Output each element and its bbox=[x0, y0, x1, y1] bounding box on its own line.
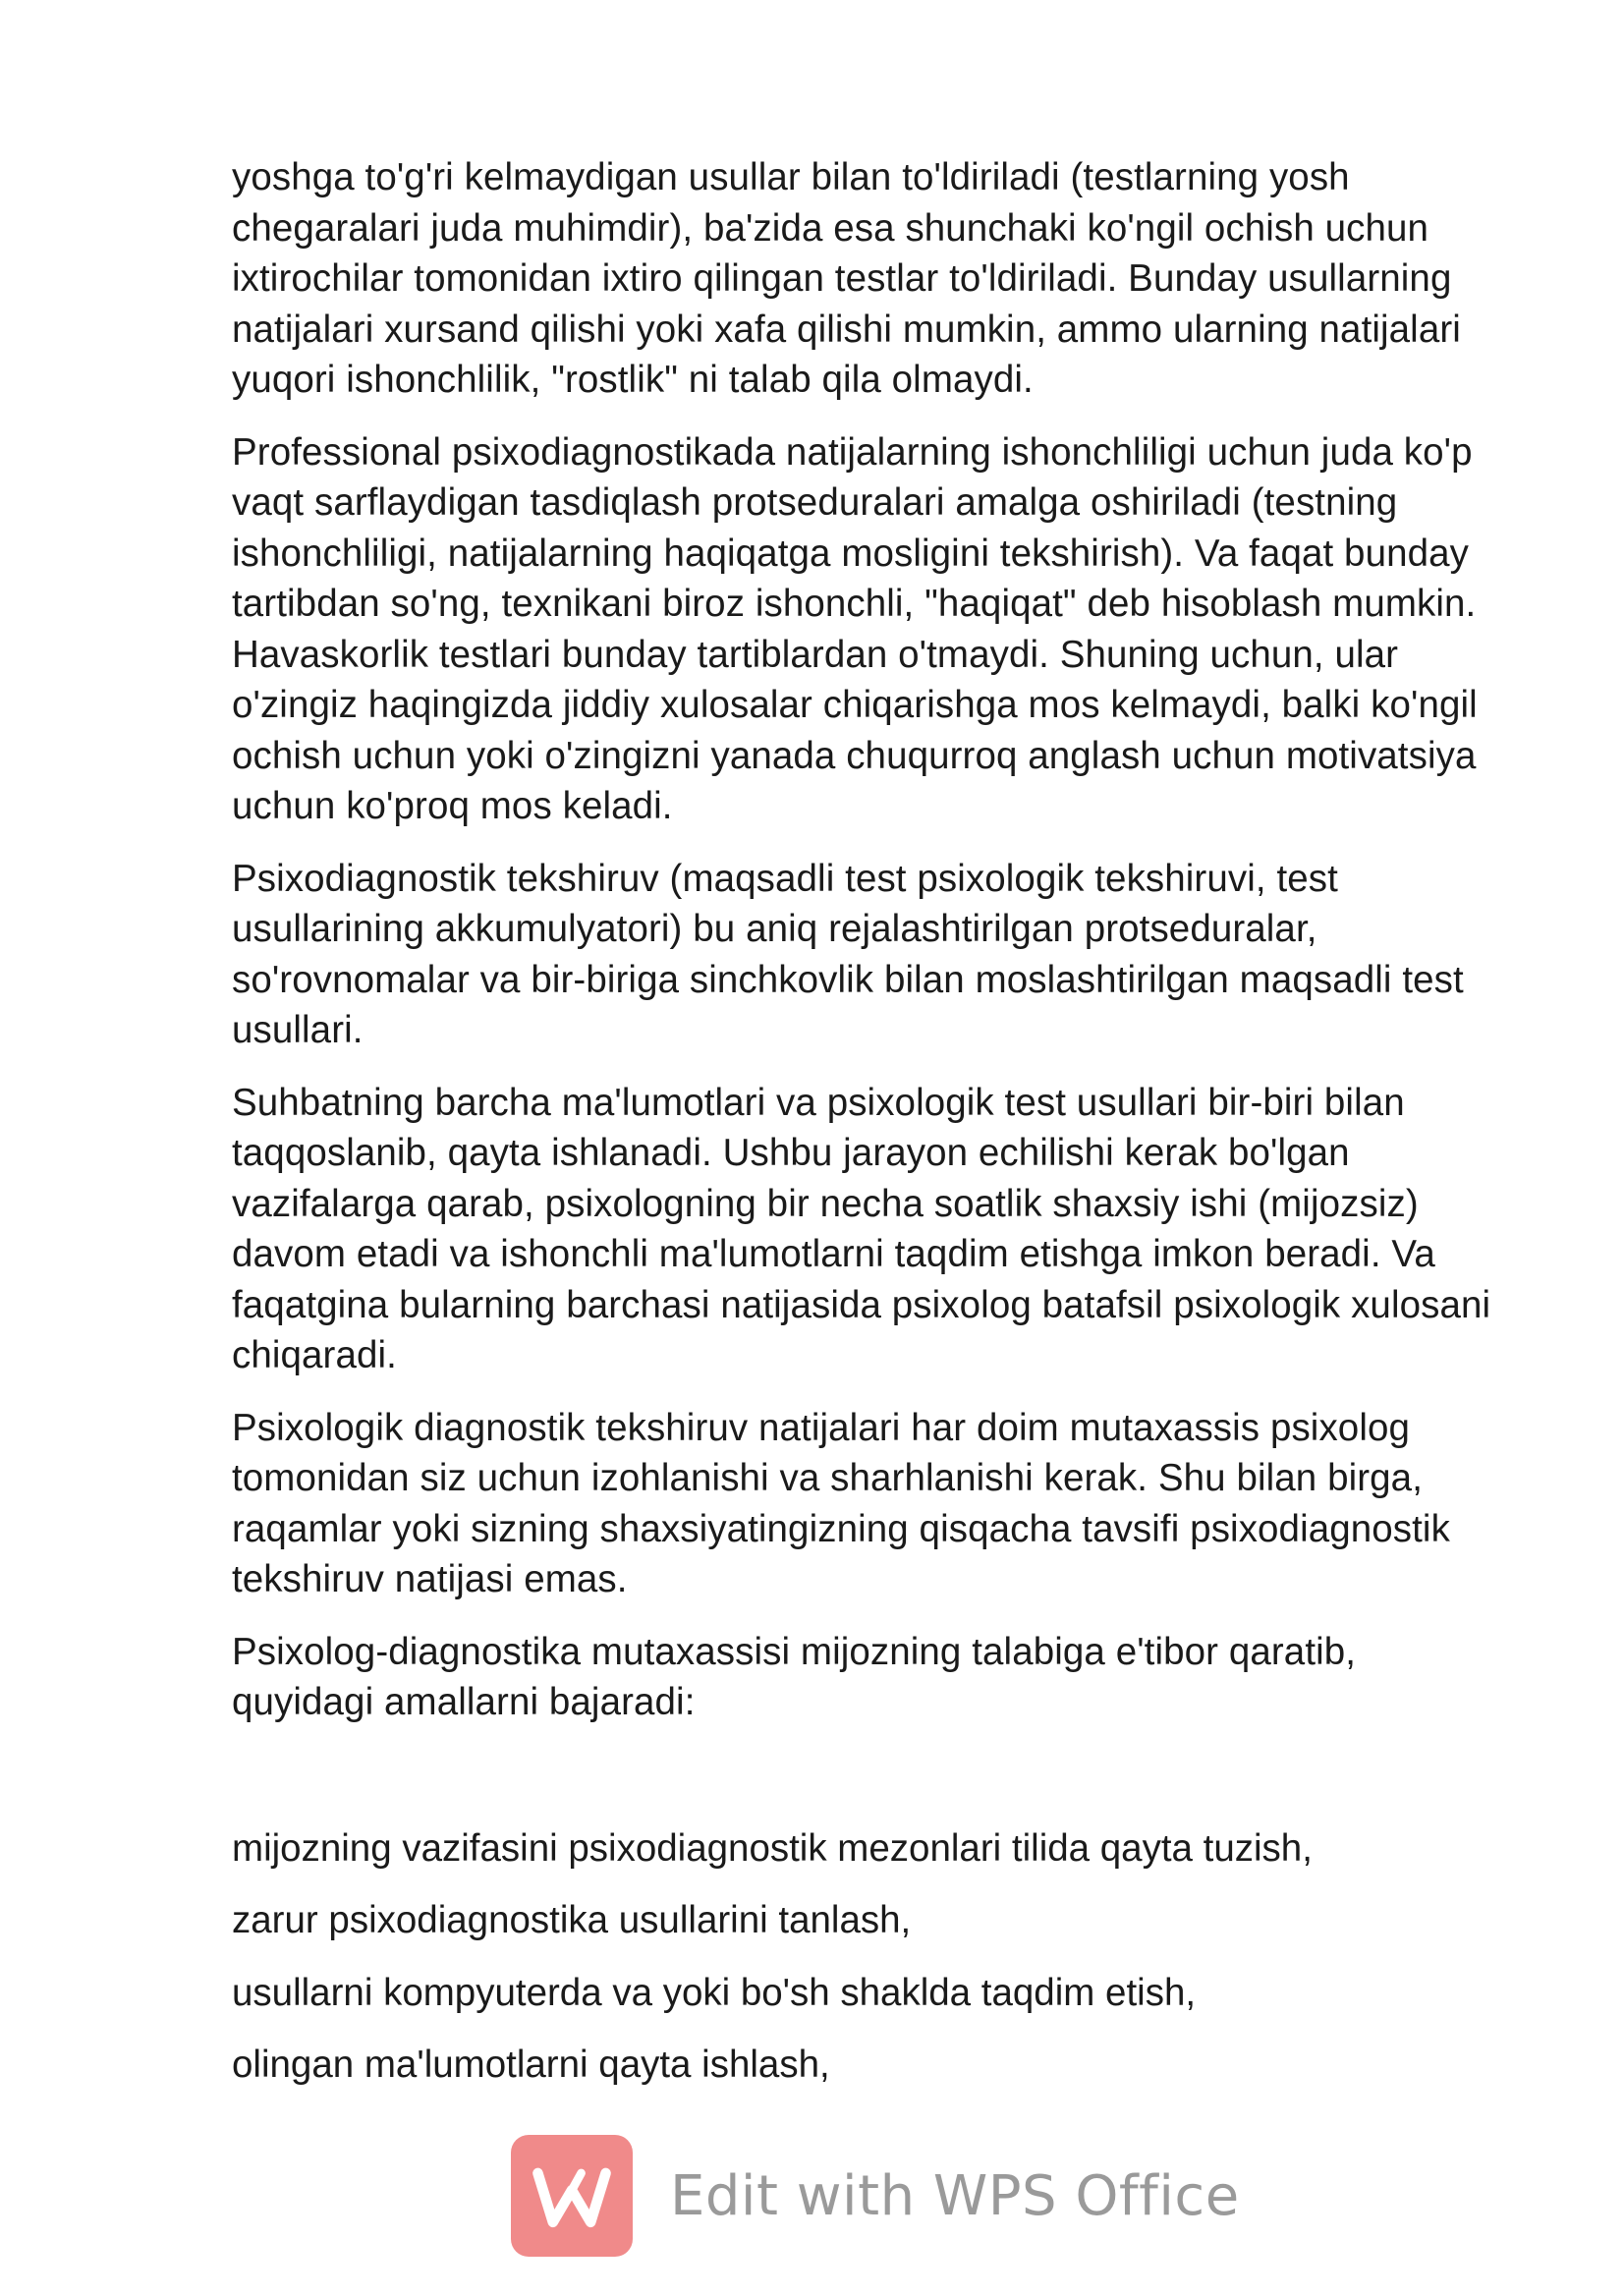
list-item: zarur psixodiagnostika usullarini tanlash, bbox=[232, 1899, 912, 1941]
blank-line bbox=[232, 1750, 1499, 1823]
list-item: olingan ma'lumotlarni qayta ishlash, bbox=[232, 2044, 830, 2086]
paragraph-6: Psixolog-diagnostika mutaxassisi mijozning talabiga e'tibor qaratib, quyidagi amallarni bajaradi: bbox=[232, 1630, 1357, 1723]
paragraph-5: Psixologik diagnostik tekshiruv natijalari har doim mutaxassis psixolog tomonidan siz uchun izohlanishi va sharhlanishi kerak. Shu bilan birga, raqamlar yoki sizning shaxsiyatingizning qisqacha tavsifi psixodiagnostik tekshiruv natijasi emas. bbox=[232, 1406, 1450, 1600]
wps-logo-icon bbox=[511, 2135, 633, 2257]
document-page bbox=[232, 152, 1499, 2112]
paragraph-3: Psixodiagnostik tekshiruv (maqsadli test psixologik tekshiruvi, test usullarining akkumulyatori) bu aniq rejalashtirilgan protseduralar, so'rovnomalar va bir-biriga sinchkovlik bilan moslashtirilgan maqsadli test usullari. bbox=[232, 857, 1464, 1051]
wps-watermark[interactable] bbox=[511, 2134, 1240, 2258]
paragraph-2: Professional psixodiagnostikada natijalarning ishonchliligi uchun juda ko'p vaqt sarflaydigan tasdiqlash protseduralari amalga oshiriladi (testning ishonchliligi, natijalarning haqiqatga mosligini tekshirish). Va faqat bunday tartibdan so'ng, texnikani biroz ishonchli, "haqiqat" deb hisoblash mumkin. Havaskorlik testlari bunday tartiblardan o'tmaydi. Shuning uchun, ular o'zingiz haqingizda jiddiy xulosalar chiqarishga mos kelmaydi, balki ko'ngil ochish uchun yoki o'zingizni yanada chuqurroq anglash uchun motivatsiya uchun ko'proq mos keladi. bbox=[232, 430, 1478, 827]
list-item: usullarni kompyuterda va yoki bo'sh shaklda taqdim etish, bbox=[232, 1971, 1197, 2014]
paragraph-1: yoshga to'g'ri kelmaydigan usullar bilan to'ldiriladi (testlarning yosh chegaralari juda muhimdir), ba'zida esa shunchaki ko'ngil ochish uchun ixtirochilar tomonidan ixtiro qilingan testlar to'ldiriladi. Bunday usullarning natijalari xursand qilishi yoki xafa qilishi mumkin, ammo ularning natijalari yuqori ishonchlilik, "rostlik" ni talab qila olmaydi. bbox=[232, 156, 1461, 401]
list-item: mijozning vazifasini psixodiagnostik mezonlari tilida qayta tuzish, bbox=[232, 1826, 1313, 1870]
watermark-text: Edit with WPS Office bbox=[670, 2163, 1240, 2228]
paragraph-4: Suhbatning barcha ma'lumotlari va psixologik test usullari bir-biri bilan taqqoslanib, qayta ishlanadi. Ushbu jarayon echilishi kerak bo'lgan vazifalarga qarab, psixologning bir necha soatlik shaxsiy ishi (mijozsiz) davom etadi va ishonchli ma'lumotlarni taqdim etishga imkon beradi. Va faqatgina bularning barchasi natijasida psixolog batafsil psixologik xulosani chiqaradi. bbox=[232, 1081, 1491, 1376]
